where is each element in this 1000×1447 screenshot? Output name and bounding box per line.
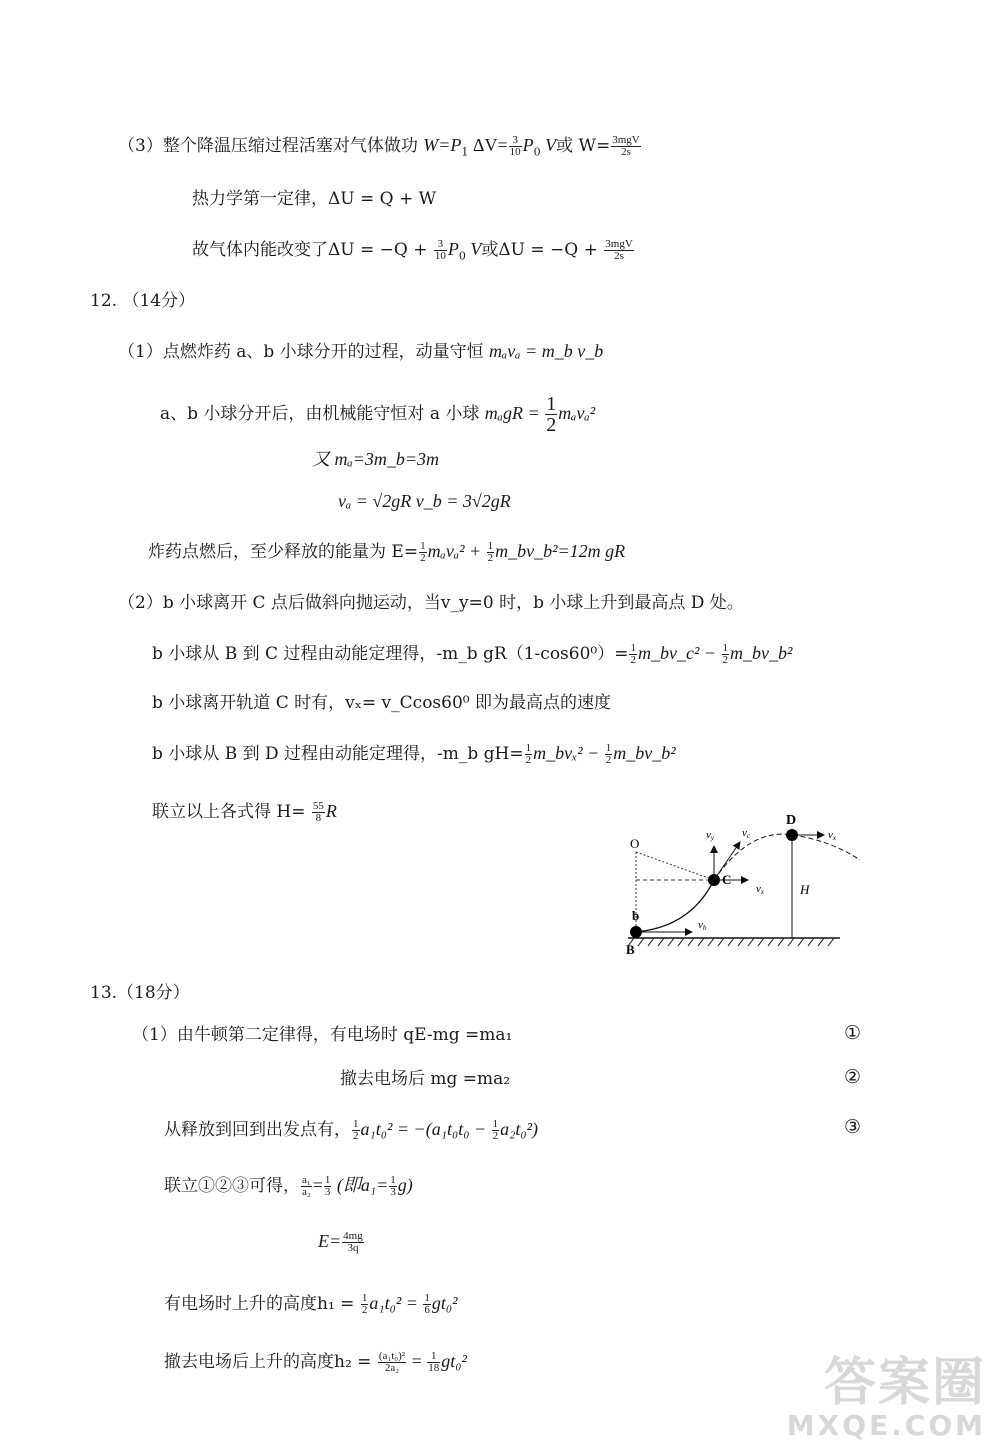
projectile-trajectory: [714, 834, 860, 880]
dotted-O-to-C: [636, 852, 714, 880]
q13-line7: 撤去电场后上升的高度h₂ = $\frac{\text{(a₁t₀)²}}{\text{2a₂}}$ = $\frac{1}{18}$ gt₀²: [164, 1350, 467, 1374]
q12-line8: b 小球离开轨道 C 时有，vₓ= v_Ccos60⁰ 即为最高点的速度: [152, 693, 611, 713]
ball-b: [630, 926, 642, 938]
part3-line2: 热力学第一定律，ΔU = Q + W: [192, 189, 437, 209]
q12-line3: 又 mₐ=3m_b=3m: [312, 449, 440, 469]
q13-line4: 联立①②③可得， $\frac{\text{a₁}}{\text{a₂}}$ = $\frac{1}{3}$ (即a₁= $\frac{1}{3}$ g): [164, 1174, 413, 1198]
watermark-logo: 答案圈 MXQE.COM: [786, 1353, 986, 1442]
part3-line3: 故气体内能改变了ΔU = −Q + $\frac{3}{10}$ $P_0$ V或ΔU = −Q + $\frac{\text{3mgV}}{2s}$: [192, 238, 633, 263]
ground-hatch: [628, 938, 834, 946]
eq-mark-2: ②: [844, 1066, 862, 1088]
part3-line1: （3）整个降温压缩过程活塞对气体做功 $W=P_1$ ΔV= $\frac{3}{10}$ $P_0$ V或 W= $\frac{\text{3mgV}}{2s}$: [118, 134, 640, 159]
q13-line1: （1）由牛顿第二定律得，有电场时 qE-mg =ma₁: [132, 1025, 513, 1045]
ball-d: [786, 829, 798, 841]
q13-header: 13.（18分）: [90, 983, 190, 1003]
q13-line6: 有电场时上升的高度h₁ = $\frac{1}{2}$ a₁t₀² = $\frac{1}{6}$ gt₀²: [164, 1292, 458, 1316]
q12-line1: （1）点燃炸药 a、b 小球分开的过程，动量守恒 mₐvₐ = m_b v_b: [118, 341, 604, 362]
label-vy: vy: [706, 829, 714, 842]
label-C: C: [722, 872, 732, 887]
label-vc: vc: [742, 827, 750, 840]
eq-mark-3: ③: [844, 1116, 862, 1138]
label-O: O: [630, 836, 640, 851]
q12-header: 12. （14分）: [90, 291, 196, 311]
fraction-3-10: $\frac{3}{10}$: [509, 134, 521, 158]
q12-line7: b 小球从 B 到 C 过程由动能定理得，-m_b gR（1-cos60⁰）= $\frac{1}{2}$ m_bv_c² − $\frac{1}{2}$ m_bv_b²: [152, 642, 793, 666]
label-vx-d: vx: [828, 829, 836, 842]
label-vb: vb: [698, 919, 707, 932]
label-b: b: [632, 908, 640, 923]
label-B: B: [626, 942, 635, 957]
label-vx-c: vx: [756, 883, 764, 896]
eq-mark-1: ①: [844, 1022, 862, 1044]
q13-line3: 从释放到回到出发点有， $\frac{1}{2}$ a₁t₀² = −(a₁t₀t₀ − $\frac{1}{2}$ a₂t₀²): [164, 1118, 539, 1142]
fraction-3mgV-2s: $\frac{\text{3mgV}}{2s}$: [612, 134, 640, 158]
q12-line4: vₐ = √2gR v_b = 3√2gR: [338, 491, 511, 511]
q12-line2: a、b 小球分开后，由机械能守恒对 a 小球 mₐgR = $\frac{1}{2}$ mₐvₐ²: [160, 393, 596, 436]
projectile-diagram: [610, 808, 880, 960]
q12-line6: （2）b 小球离开 C 点后做斜向抛运动，当v_y=0 时，b 小球上升到最高点 D 处。: [118, 593, 744, 613]
q12-line10: 联立以上各式得 H= $\frac{55}{8}$ R: [152, 800, 337, 824]
q13-line5: E= $\frac{4mg}{3q}$: [318, 1230, 363, 1254]
label-D: D: [786, 813, 797, 828]
label-H: H: [800, 882, 810, 897]
q13-line2: 撤去电场后 mg =ma₂: [340, 1069, 511, 1089]
q12-line9: b 小球从 B 到 D 过程由动能定理得，-m_b gH= $\frac{1}{2}$ m_bvₓ² − $\frac{1}{2}$ m_bv_b²: [152, 742, 676, 766]
q12-line5: 炸药点燃后，至少释放的能量为 E= $\frac{1}{2}$ mₐvₐ² + $\frac{1}{2}$ m_bv_b²=12m gR: [148, 540, 626, 564]
